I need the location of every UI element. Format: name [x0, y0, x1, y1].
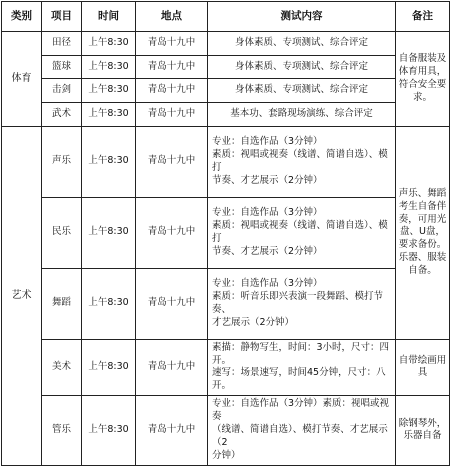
header-content: 测试内容 — [208, 2, 396, 32]
table-row — [2, 268, 450, 339]
time-cell: 上午8:30 — [82, 126, 136, 197]
project-cell: 声乐 — [42, 126, 82, 197]
header-notes: 备注 — [396, 2, 450, 32]
content-line: 基本功、套路现场演练、综合评定 — [230, 108, 373, 119]
content-line: 专业：自选作品（3分钟） — [212, 136, 323, 148]
project-cell: 管乐 — [42, 395, 82, 465]
header-category: 类别 — [2, 2, 42, 32]
time-cell: 上午8:30 — [82, 55, 136, 79]
table-row — [2, 55, 450, 79]
content-cell — [208, 197, 396, 268]
table-row — [2, 339, 450, 395]
content-cell — [208, 339, 396, 395]
time-cell: 上午8:30 — [82, 103, 136, 127]
project-cell: 美术 — [42, 339, 82, 395]
project-cell: 篮球 — [42, 55, 82, 79]
content-cell — [208, 126, 396, 197]
content-line: 素质：听音乐即兴表演一段舞蹈、模打节奏、 — [212, 290, 384, 315]
content-line: 专业：自选作品（3分钟） — [212, 207, 323, 219]
time-cell: 上午8:30 — [82, 32, 136, 56]
header-time: 时间 — [82, 2, 136, 32]
place-cell: 青岛十九中 — [136, 126, 208, 197]
category-sports: 体育 — [2, 32, 42, 127]
table-row — [2, 395, 450, 465]
project-cell: 田径 — [42, 32, 82, 56]
place-cell: 青岛十九中 — [136, 32, 208, 56]
table-row — [2, 126, 450, 197]
content-line: 身体素质、专项测试、综合评定 — [234, 37, 368, 49]
note-sports: 自备服装及体育用具，符合安全要求。 — [396, 32, 450, 127]
content-line: 节奏、才艺展示（2分钟） — [212, 245, 323, 257]
place-cell: 青岛十九中 — [136, 268, 208, 339]
table-row — [2, 197, 450, 268]
place-cell: 青岛十九中 — [136, 339, 208, 395]
note-music: 声乐、舞蹈考生自备伴奏，可用光盘、U盘，要求备份。乐器、服装自备。 — [396, 126, 450, 339]
header-place: 地点 — [136, 2, 208, 32]
content-line: 专业：自选作品（3分钟）素质：视唱或视奏 — [212, 398, 390, 423]
place-cell: 青岛十九中 — [136, 197, 208, 268]
content-cell — [208, 79, 396, 103]
content-cell — [208, 103, 396, 127]
place-cell: 青岛十九中 — [136, 79, 208, 103]
content-line: 速写：场景速写，时间45分钟，尺寸：八开。 — [212, 367, 386, 392]
content-line: 分钟） — [212, 449, 241, 461]
table-row — [2, 32, 450, 56]
content-cell — [208, 395, 396, 465]
project-cell: 击剑 — [42, 79, 82, 103]
header-project: 项目 — [42, 2, 82, 32]
content-line: 身体素质、专项测试、综合评定 — [234, 60, 368, 72]
content-line: 专业：自选作品（3分钟） — [212, 278, 323, 290]
place-cell: 青岛十九中 — [136, 103, 208, 127]
content-line: 素描：静物写生，时间：3小时，尺寸：四开。 — [212, 341, 390, 366]
content-line: 才艺展示（2分钟） — [212, 316, 295, 328]
note-wind: 除钢琴外，乐器自备 — [396, 395, 450, 465]
time-cell: 上午8:30 — [82, 339, 136, 395]
table-row — [2, 103, 450, 127]
category-arts: 艺术 — [2, 126, 42, 465]
content-line: 素质：视唱或视奏（线谱、简谱自选）、模打 — [212, 148, 388, 173]
content-cell — [208, 268, 396, 339]
place-cell: 青岛十九中 — [136, 395, 208, 465]
content-line: 素质：视唱或视奏（线谱、简谱自选）、模打 — [212, 219, 388, 244]
project-cell: 民乐 — [42, 197, 82, 268]
table-row — [2, 79, 450, 103]
content-line: 节奏、才艺展示（2分钟） — [212, 174, 323, 186]
place-cell: 青岛十九中 — [136, 55, 208, 79]
content-cell — [208, 32, 396, 56]
time-cell: 上午8:30 — [82, 268, 136, 339]
content-line: 身体素质、专项测试、综合评定 — [234, 84, 368, 96]
header-row — [2, 2, 450, 32]
time-cell: 上午8:30 — [82, 197, 136, 268]
time-cell: 上午8:30 — [82, 79, 136, 103]
time-cell: 上午8:30 — [82, 395, 136, 465]
project-cell: 武术 — [42, 103, 82, 127]
exam-schedule-table — [1, 1, 450, 466]
content-cell — [208, 55, 396, 79]
content-line: （线谱、简谱自选）、模打节奏、才艺展示（2 — [212, 424, 388, 448]
project-cell: 舞蹈 — [42, 268, 82, 339]
note-art: 自带绘画用具 — [396, 339, 450, 395]
